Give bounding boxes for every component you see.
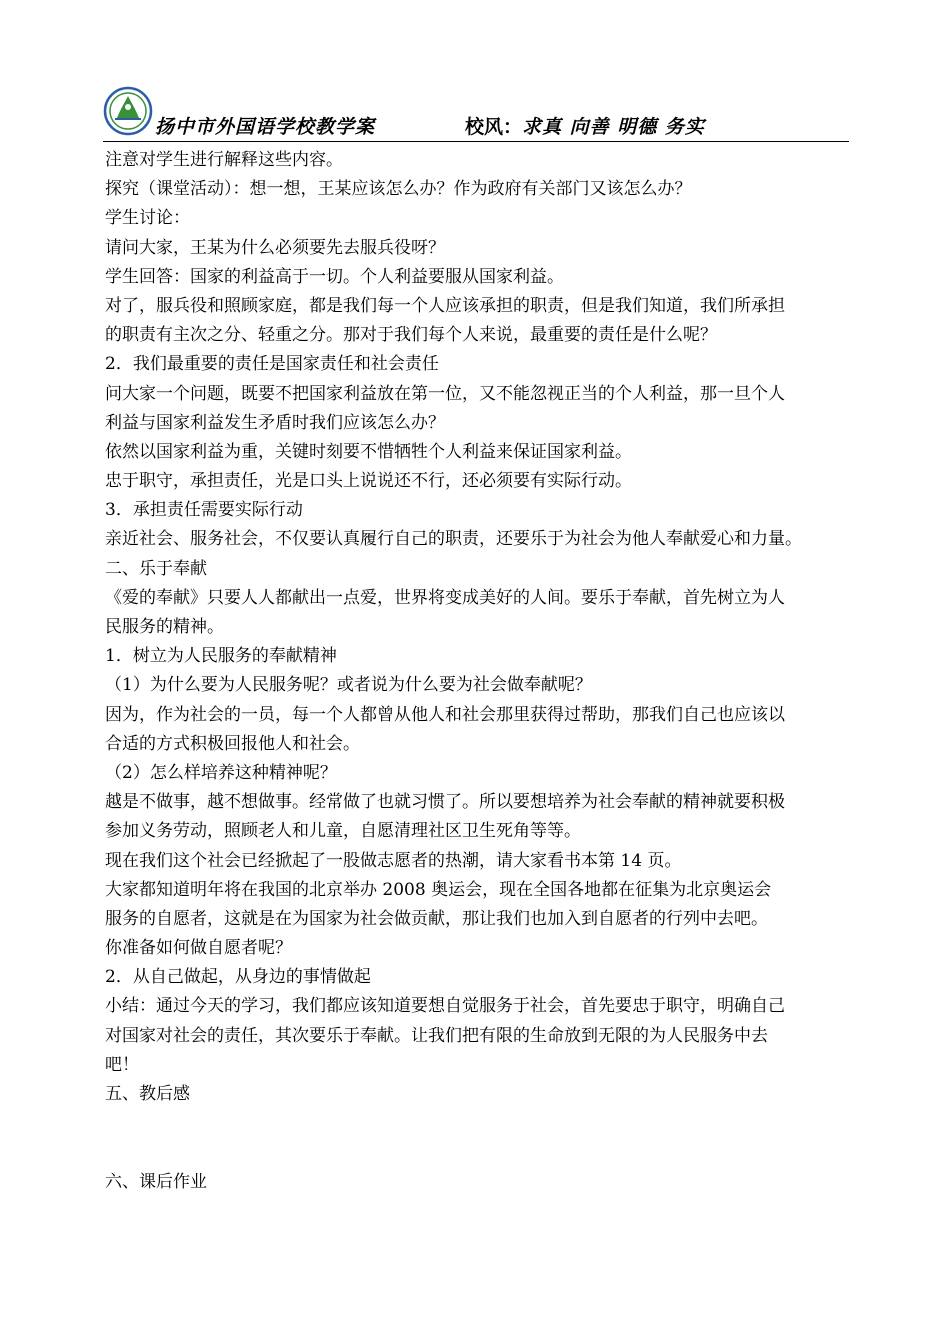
- text-line: 利益与国家利益发生矛盾时我们应该怎么办？: [105, 412, 445, 433]
- text-line: 民服务的精神。: [105, 617, 224, 637]
- text-line: 现在我们这个社会已经掀起了一股做志愿者的热潮，请大家看书本第 14 页。: [105, 850, 682, 871]
- section-heading: 2．从自己做起，从身边的事情做起: [105, 967, 371, 988]
- text-line: 吧！: [105, 1054, 139, 1075]
- text-line: 服务的自愿者，这就是在为国家为社会做贡献，那让我们也加入到自愿者的行列中去吧。: [105, 908, 768, 929]
- school-emblem-icon: [103, 86, 153, 136]
- section-heading: 五、教后感: [105, 1084, 190, 1104]
- question-line: （2）怎么样培养这种精神呢？: [105, 762, 337, 783]
- header-divider: [103, 141, 849, 142]
- section-heading: 2．我们最重要的责任是国家责任和社会责任: [105, 354, 439, 375]
- text-line: 因为，作为社会的一员，每一个人都曾从他人和社会那里获得过帮助，那我们自己也应该以: [105, 704, 785, 725]
- text-line: 的职责有主次之分、轻重之分。那对于我们每个人来说，最重要的责任是什么呢？: [105, 325, 717, 346]
- text-line: 忠于职守，承担责任，光是口头上说说还不行，还必须要有实际行动。: [105, 471, 632, 492]
- section-heading: 二、乐于奉献: [105, 558, 207, 579]
- text-line: 亲近社会、服务社会，不仅要认真履行自己的职责，还要乐于为社会为他人奉献爱心和力量。: [105, 529, 802, 550]
- text-line: 《爱的奉献》只要人人都献出一点爱，世界将变成美好的人间。要乐于奉献，首先树立为人: [105, 587, 785, 608]
- school-name: 扬中市外国语学校教学案: [155, 116, 376, 138]
- text-line: 合适的方式积极回报他人和社会。: [105, 733, 360, 754]
- text-line: 你准备如何做自愿者呢？: [105, 938, 292, 959]
- text-line: 大家都知道明年将在我国的北京举办 2008 奥运会，现在全国各地都在征集为北京奥运会: [105, 879, 772, 900]
- section-heading: 1．树立为人民服务的奉献精神: [105, 646, 337, 667]
- section-heading: 六、课后作业: [105, 1171, 207, 1192]
- motto-items: 求真 向善 明德 务实: [522, 116, 705, 138]
- text-line: 请问大家，王某为什么必须要先去服兵役呀？: [105, 237, 445, 258]
- text-line: 小结：通过今天的学习，我们都应该知道要想自觉服务于社会，首先要忠于职守，明确自己: [105, 996, 785, 1017]
- question-line: （1）为什么要为人民服务呢？或者说为什么要为社会做奉献呢？: [105, 675, 592, 696]
- text-line: 越是不做事，越不想做事。经常做了也就习惯了。所以要想培养为社会奉献的精神就要积极: [105, 792, 785, 813]
- text-line: 探究（课堂活动）：想一想，王某应该怎么办？作为政府有关部门又该怎么办？: [105, 179, 692, 200]
- text-line: 对国家对社会的责任，其次要乐于奉献。让我们把有限的生命放到无限的为人民服务中去: [105, 1025, 768, 1046]
- section-heading: 3．承担责任需要实际行动: [105, 500, 303, 521]
- page-header: [103, 86, 849, 142]
- text-line: 问大家一个问题，既要不把国家利益放在第一位，又不能忽视正当的个人利益，那一旦个人: [105, 383, 785, 404]
- motto-label: 校风：: [465, 116, 523, 138]
- text-line: 依然以国家利益为重，关键时刻要不惜牺牲个人利益来保证国家利益。: [105, 441, 632, 462]
- text-line: 对了，服兵役和照顾家庭，都是我们每一个人应该承担的职责，但是我们知道，我们所承担: [105, 295, 785, 316]
- text-line: 注意对学生进行解释这些内容。: [105, 150, 343, 170]
- school-motto: [465, 112, 705, 139]
- blank-space: [105, 1138, 850, 1167]
- text-line: 参加义务劳动，照顾老人和儿童，自愿清理社区卫生死角等等。: [105, 821, 581, 842]
- blank-space: [105, 1109, 850, 1138]
- text-line: 学生回答：国家的利益高于一切。个人利益要服从国家利益。: [105, 266, 564, 287]
- text-line: 学生讨论：: [105, 208, 190, 229]
- lesson-body: [105, 146, 850, 1197]
